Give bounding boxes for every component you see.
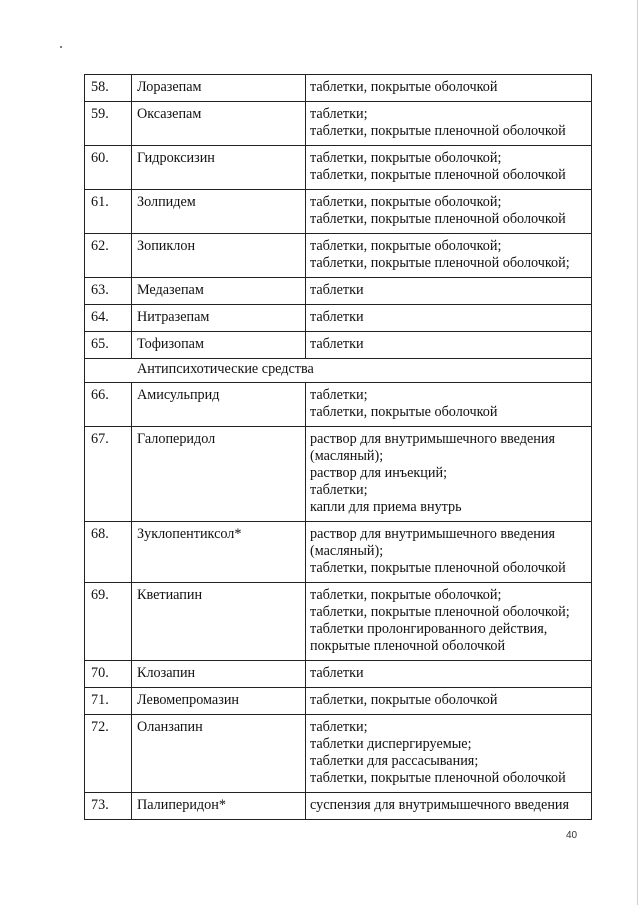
dosage-form-line: таблетки <box>310 336 364 352</box>
drug-name: Зопиклон <box>132 234 306 278</box>
page-number: 40 <box>566 830 578 841</box>
row-number: 69. <box>85 583 132 661</box>
dosage-forms <box>306 75 592 102</box>
dosage-form-line: (масляный); <box>310 448 384 464</box>
dosage-form-line: покрытые пленочной оболочкой <box>310 638 506 654</box>
dosage-forms <box>306 661 592 688</box>
drug-name: Тофизопам <box>132 332 306 359</box>
dosage-form-line: таблетки, покрытые пленочной оболочкой <box>310 770 566 786</box>
table-row <box>85 522 592 583</box>
row-number: 65. <box>85 332 132 359</box>
dosage-forms <box>306 332 592 359</box>
table-row <box>85 146 592 190</box>
scan-speck <box>60 46 62 48</box>
dosage-form-line: таблетки; <box>310 387 368 403</box>
drug-name: Палиперидон* <box>132 793 306 820</box>
dosage-form-line: таблетки, покрытые пленочной оболочкой <box>310 123 566 139</box>
table-row <box>85 383 592 427</box>
dosage-form-line: таблетки, покрытые пленочной оболочкой <box>310 211 566 227</box>
row-number: 61. <box>85 190 132 234</box>
dosage-forms <box>306 305 592 332</box>
drug-name: Медазепам <box>132 278 306 305</box>
drug-name: Лоразепам <box>132 75 306 102</box>
row-number: 60. <box>85 146 132 190</box>
table-row <box>85 305 592 332</box>
dosage-form-line: таблетки, покрытые оболочкой; <box>310 150 502 166</box>
dosage-form-line: раствор для внутримышечного введения <box>310 431 555 447</box>
dosage-form-line: таблетки, покрытые оболочкой <box>310 692 498 708</box>
row-number: 70. <box>85 661 132 688</box>
dosage-forms <box>306 427 592 522</box>
group-row <box>85 359 592 383</box>
dosage-form-line: капли для приема внутрь <box>310 499 462 515</box>
drug-name: Зуклопентиксол* <box>132 522 306 583</box>
row-number: 72. <box>85 715 132 793</box>
dosage-form-line: таблетки <box>310 665 364 681</box>
drug-name: Галоперидол <box>132 427 306 522</box>
table-row <box>85 661 592 688</box>
group-heading: Антипсихотические средства <box>85 359 592 383</box>
dosage-form-line: таблетки, покрытые пленочной оболочкой <box>310 167 566 183</box>
drug-name: Гидроксизин <box>132 146 306 190</box>
table-row <box>85 427 592 522</box>
dosage-forms <box>306 583 592 661</box>
row-number: 62. <box>85 234 132 278</box>
table-row <box>85 688 592 715</box>
drug-name: Оксазепам <box>132 102 306 146</box>
drug-table <box>84 74 592 820</box>
dosage-forms <box>306 278 592 305</box>
dosage-form-line: таблетки, покрытые оболочкой; <box>310 238 502 254</box>
table-row <box>85 190 592 234</box>
drug-name: Золпидем <box>132 190 306 234</box>
dosage-form-line: таблетки, покрытые оболочкой <box>310 404 498 420</box>
table-row <box>85 234 592 278</box>
drug-name: Амисульприд <box>132 383 306 427</box>
dosage-form-line: таблетки, покрытые пленочной оболочкой; <box>310 604 570 620</box>
row-number: 73. <box>85 793 132 820</box>
dosage-form-line: раствор для инъекций; <box>310 465 448 481</box>
row-number: 59. <box>85 102 132 146</box>
dosage-form-line: таблетки пролонгированного действия, <box>310 621 548 637</box>
row-number: 58. <box>85 75 132 102</box>
drug-name: Оланзапин <box>132 715 306 793</box>
drug-name: Клозапин <box>132 661 306 688</box>
dosage-forms <box>306 146 592 190</box>
dosage-form-line: таблетки; <box>310 106 368 122</box>
table-row <box>85 793 592 820</box>
dosage-form-line: таблетки, покрытые оболочкой; <box>310 194 502 210</box>
row-number: 64. <box>85 305 132 332</box>
dosage-form-line: таблетки, покрытые пленочной оболочкой <box>310 560 566 576</box>
dosage-forms <box>306 102 592 146</box>
drug-name: Нитразепам <box>132 305 306 332</box>
dosage-form-line: таблетки, покрытые пленочной оболочкой; <box>310 255 570 271</box>
table-row <box>85 102 592 146</box>
dosage-forms <box>306 793 592 820</box>
dosage-form-line: таблетки <box>310 282 364 298</box>
dosage-form-line: таблетки, покрытые оболочкой; <box>310 587 502 603</box>
scan-edge-line <box>637 0 638 905</box>
dosage-forms <box>306 522 592 583</box>
dosage-form-line: таблетки для рассасывания; <box>310 753 479 769</box>
dosage-form-line: суспензия для внутримышечного введения <box>310 797 570 813</box>
dosage-form-line: раствор для внутримышечного введения <box>310 526 555 542</box>
row-number: 67. <box>85 427 132 522</box>
table-row <box>85 583 592 661</box>
row-number: 63. <box>85 278 132 305</box>
row-number: 71. <box>85 688 132 715</box>
dosage-form-line: таблетки, покрытые оболочкой <box>310 79 498 95</box>
table-row <box>85 278 592 305</box>
dosage-form-line: таблетки диспергируемые; <box>310 736 472 752</box>
dosage-forms <box>306 688 592 715</box>
dosage-forms <box>306 383 592 427</box>
dosage-forms <box>306 190 592 234</box>
table-row <box>85 715 592 793</box>
dosage-form-line: таблетки; <box>310 482 368 498</box>
dosage-form-line: таблетки <box>310 309 364 325</box>
table-row <box>85 75 592 102</box>
dosage-form-line: (масляный); <box>310 543 384 559</box>
row-number: 68. <box>85 522 132 583</box>
dosage-forms <box>306 715 592 793</box>
drug-table-body <box>85 75 592 820</box>
table-row <box>85 332 592 359</box>
row-number: 66. <box>85 383 132 427</box>
dosage-form-line: таблетки; <box>310 719 368 735</box>
drug-name: Левомепромазин <box>132 688 306 715</box>
drug-name: Кветиапин <box>132 583 306 661</box>
dosage-forms <box>306 234 592 278</box>
